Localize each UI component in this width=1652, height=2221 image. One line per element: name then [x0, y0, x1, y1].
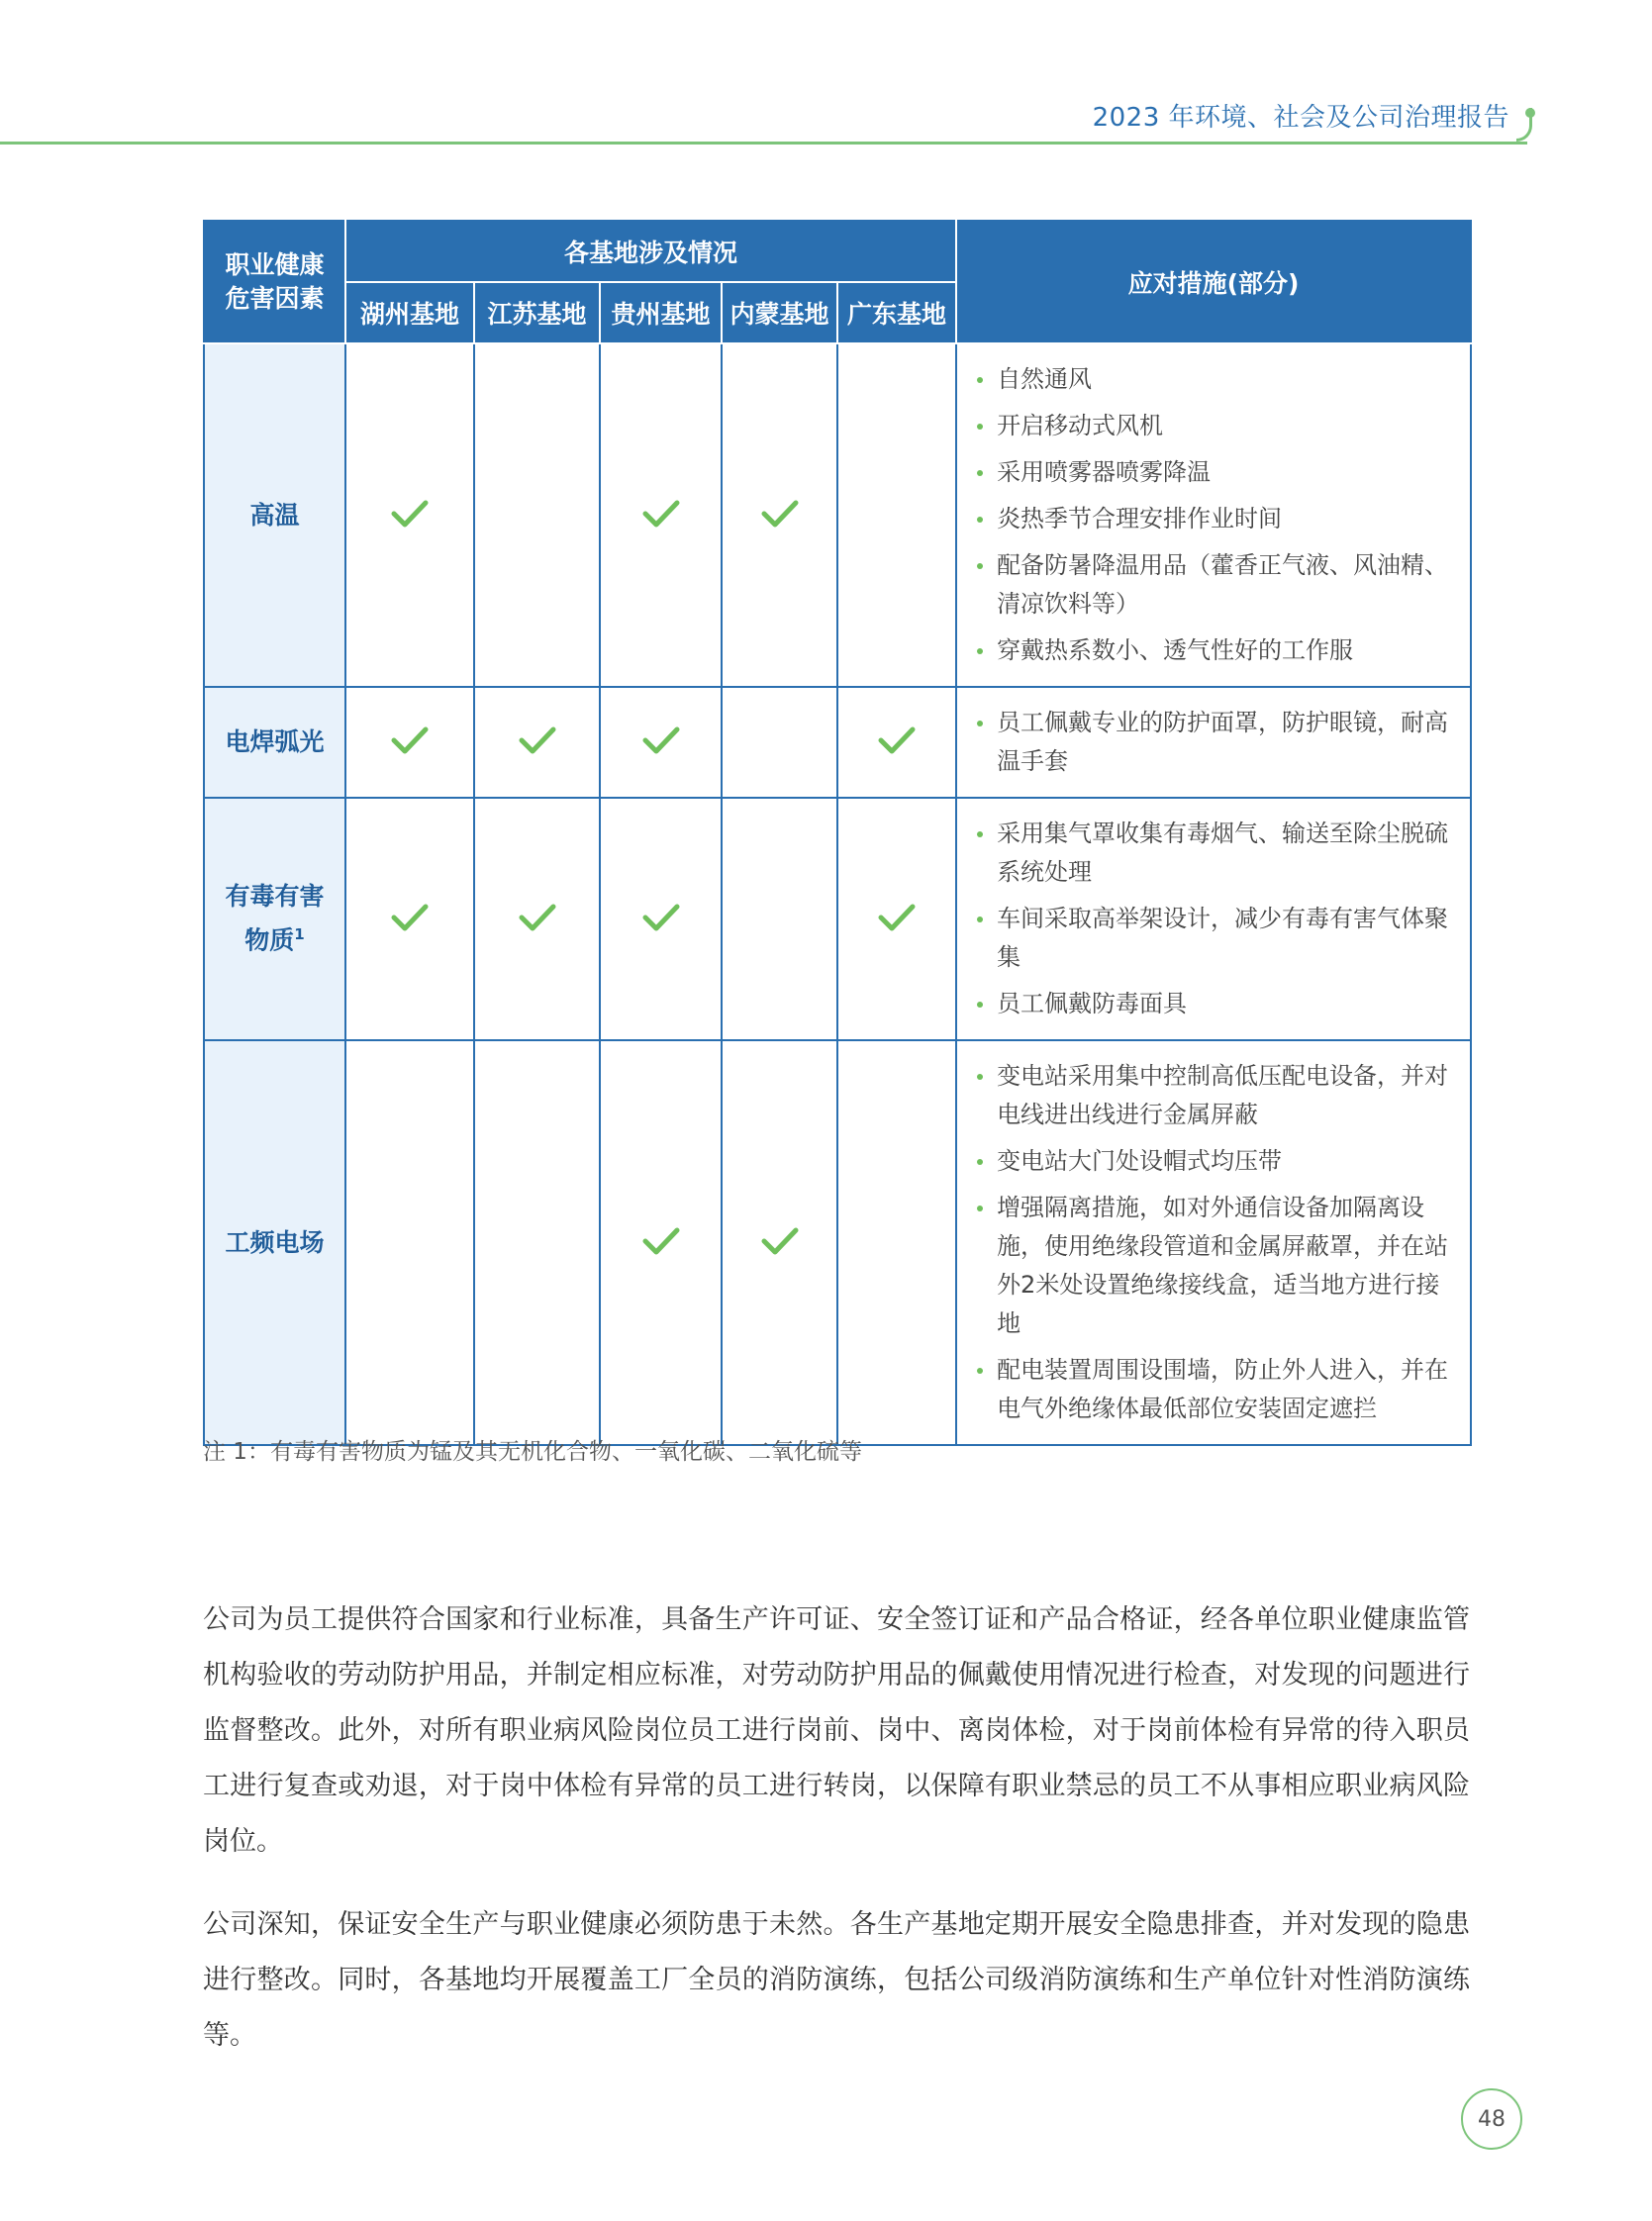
- header-bases: 各基地涉及情况: [345, 221, 956, 282]
- hazard-factor-label: 电焊弧光: [225, 727, 325, 756]
- header-base-3: 内蒙基地: [722, 282, 837, 343]
- header-factor-label: 职业健康 危害因素: [225, 250, 325, 313]
- header-base-0: 湖州基地: [345, 282, 474, 343]
- checkmark-icon: [641, 902, 681, 933]
- hazard-factor-cell: [204, 798, 345, 1040]
- measure-item: 配电装置周围设围墙，防止外人进入，并在电气外绝缘体最低部位安装固定遮拦: [975, 1351, 1456, 1428]
- body-paragraph-2: 公司深知，保证安全生产与职业健康必须防患于未然。各生产基地定期开展安全隐患排查，并对发现的隐患进行整改。同时，各基地均开展覆盖工厂全员的消防演练，包括公司级消防演练和生产单位针对性消防演练等。: [203, 1909, 1470, 2051]
- measures-list: [975, 360, 1456, 670]
- footnote-marker: 1: [294, 925, 305, 944]
- header-base-2: 贵州基地: [600, 282, 722, 343]
- checkmark-icon: [760, 1225, 800, 1257]
- base-mark-cell: [474, 343, 600, 687]
- page-number: 48: [1461, 2088, 1522, 2150]
- hazard-factor-label: 高温: [249, 500, 300, 530]
- measures-cell: [956, 687, 1471, 798]
- measure-item: 员工佩戴防毒面具: [975, 985, 1456, 1023]
- measure-item: 员工佩戴专业的防护面罩，防护眼镜，耐高温手套: [975, 704, 1456, 781]
- checkmark-icon: [877, 902, 917, 933]
- header-base-1: 江苏基地: [474, 282, 600, 343]
- checkmark-icon: [641, 1225, 681, 1257]
- measure-item: 车间采取高举架设计，减少有毒有害气体聚集: [975, 900, 1456, 977]
- checkmark-icon: [390, 498, 430, 530]
- header-base-4: 广东基地: [837, 282, 956, 343]
- measure-item: 采用集气罩收集有毒烟气、输送至除尘脱硫系统处理: [975, 815, 1456, 892]
- base-mark-cell: [345, 1040, 474, 1445]
- measure-item: 采用喷雾器喷雾降温: [975, 453, 1456, 492]
- hazard-factor-cell: [204, 343, 345, 687]
- measure-item: 穿戴热系数小、透气性好的工作服: [975, 631, 1456, 670]
- table-row: [204, 798, 1471, 1040]
- base-mark-cell: [600, 687, 722, 798]
- body-paragraph-1: 公司为员工提供符合国家和行业标准，具备生产许可证、安全签订证和产品合格证，经各单位职业健康监管机构验收的劳动防护用品，并制定相应标准，对劳动防护用品的佩戴使用情况进行检查，对发现的问题进行监督整改。此外，对所有职业病风险岗位员工进行岗前、岗中、离岗体检，对于岗前体检有异常的待入职员工进行复查或劝退，对于岗中体检有异常的员工进行转岗，以保障有职业禁忌的员工不从事相应职业病风险岗位。: [203, 1604, 1470, 1857]
- base-mark-cell: [600, 343, 722, 687]
- measures-list: [975, 704, 1456, 781]
- checkmark-icon: [760, 498, 800, 530]
- measures-cell: [956, 343, 1471, 687]
- measure-item: 自然通风: [975, 360, 1456, 399]
- header-measures: 应对措施(部分): [956, 221, 1471, 343]
- checkmark-icon: [641, 724, 681, 756]
- checkmark-icon: [641, 498, 681, 530]
- hazard-factor-label: 有毒有害 物质: [225, 882, 325, 955]
- hazard-factor-cell: [204, 687, 345, 798]
- base-mark-cell: [600, 798, 722, 1040]
- measures-cell: [956, 1040, 1471, 1445]
- hazard-factor-cell: [204, 1040, 345, 1445]
- table-row: [204, 687, 1471, 798]
- base-mark-cell: [837, 798, 956, 1040]
- measures-cell: [956, 798, 1471, 1040]
- base-mark-cell: [345, 343, 474, 687]
- base-mark-cell: [345, 687, 474, 798]
- measure-item: 变电站采用集中控制高低压配电设备，并对电线进出线进行金属屏蔽: [975, 1057, 1456, 1134]
- checkmark-icon: [877, 724, 917, 756]
- header-rule-dot: [1525, 108, 1535, 118]
- base-mark-cell: [722, 343, 837, 687]
- base-mark-cell: [474, 1040, 600, 1445]
- hazard-factor-label: 工频电场: [225, 1227, 325, 1257]
- report-title: 2023 年环境、社会及公司治理报告: [1092, 103, 1509, 133]
- base-mark-cell: [722, 798, 837, 1040]
- hazard-table: [203, 220, 1472, 1446]
- header-factor: [204, 221, 345, 343]
- base-mark-cell: [474, 798, 600, 1040]
- table-row: [204, 1040, 1471, 1445]
- table-row: [204, 343, 1471, 687]
- checkmark-icon: [390, 902, 430, 933]
- header-rule: [0, 142, 1527, 145]
- measure-item: 配备防暑降温用品（藿香正气液、风油精、清凉饮料等）: [975, 546, 1456, 624]
- base-mark-cell: [722, 1040, 837, 1445]
- measure-item: 增强隔离措施，如对外通信设备加隔离设施，使用绝缘段管道和金属屏蔽罩，并在站外2米处设置绝缘接线盒，适当地方进行接地: [975, 1189, 1456, 1343]
- base-mark-cell: [600, 1040, 722, 1445]
- checkmark-icon: [518, 902, 557, 933]
- base-mark-cell: [837, 687, 956, 798]
- table-footnote: 注 1：有毒有害物质为锰及其无机化合物、一氧化碳、二氧化硫等: [203, 1439, 862, 1465]
- measures-list: [975, 1057, 1456, 1428]
- base-mark-cell: [345, 798, 474, 1040]
- checkmark-icon: [390, 724, 430, 756]
- measure-item: 开启移动式风机: [975, 407, 1456, 445]
- base-mark-cell: [837, 343, 956, 687]
- measure-item: 炎热季节合理安排作业时间: [975, 500, 1456, 538]
- checkmark-icon: [518, 724, 557, 756]
- base-mark-cell: [722, 687, 837, 798]
- base-mark-cell: [474, 687, 600, 798]
- base-mark-cell: [837, 1040, 956, 1445]
- measures-list: [975, 815, 1456, 1023]
- measure-item: 变电站大门处设帽式均压带: [975, 1142, 1456, 1181]
